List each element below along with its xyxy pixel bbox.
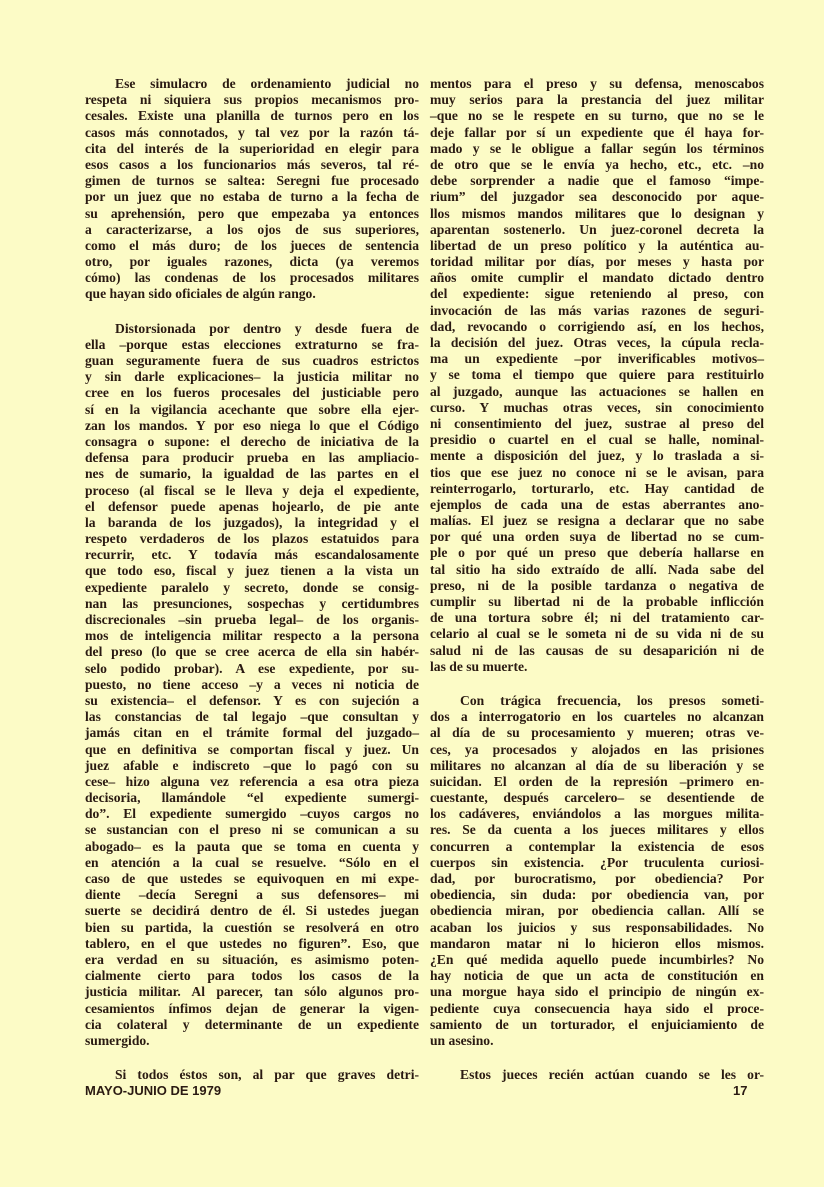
text-line: justicia militar. Al parecer, tan sólo algunos pro- — [85, 984, 419, 1000]
text-line: ejemplos de cada una de estas aberrantes ano- — [430, 496, 764, 512]
paragraph — [85, 321, 419, 1049]
text-column-left — [85, 76, 419, 1101]
text-line: la decisión del juez. Otras veces, la cúpula recla- — [430, 335, 764, 350]
text-line: cuerpos sin existencia. ¿Por truculenta curiosi- — [430, 854, 764, 870]
text-line: que todo eso, fiscal y juez tienen a la vista un — [85, 563, 419, 579]
text-line: guan seguramente fuera de sus cuadros estrictos — [85, 353, 419, 368]
text-line: su existencia– el defensor. Y es con sujeción a — [85, 692, 419, 708]
text-line: cia colateral y determinante de un expediente — [85, 1016, 419, 1032]
text-line: samiento de un torturador, el enjuiciamiento de — [430, 1016, 764, 1032]
text-line: caso de que ustedes se equivoquen en mi expe- — [85, 871, 419, 886]
text-line: casos más connotados, y tal vez por la razón tá- — [85, 124, 419, 140]
text-line: tios que ese juez no conoce ni se le avisan, para — [430, 464, 764, 480]
text-line: gimen de turnos se saltea: Seregni fue procesado — [85, 173, 419, 189]
text-line: defensa para producir prueba en las ampliacio- — [85, 450, 419, 466]
text-line: como el más duro; de los jueces de sentencia — [85, 237, 419, 253]
paragraph — [430, 693, 764, 1049]
text-line: suerte se decidirá dentro de él. Si ustedes juegan — [85, 903, 419, 919]
text-line: en atención a la cual se resuelve. “Sólo en el — [85, 854, 419, 870]
text-line: puesto, no tiene acceso –y a veces ni noticia de — [85, 676, 419, 692]
text-line: mos de inteligencia militar respecto a la persona — [85, 628, 419, 644]
text-line: mado y se le obligue a fallar según los términos — [430, 140, 764, 156]
text-line: que en definitiva se comportan fiscal y juez. Un — [85, 741, 419, 757]
text-line: dad, por burocratismo, por obediencia? Por — [430, 871, 764, 886]
text-line: cree en los fueros procesales del justiciable pero — [85, 385, 419, 401]
text-line: sí en la vigilancia acechante que sobre ella ejer- — [85, 401, 419, 417]
text-line: mandaron matar ni lo hicieron ellos mismos. — [430, 935, 764, 951]
text-line: otro, por iguales razones, dicta (ya veremos — [85, 254, 419, 270]
text-line: deje fallar por sí un expediente que él haya for- — [430, 124, 764, 140]
text-line: toridad militar por días, por meses y hasta por — [430, 254, 764, 270]
text-line: y sin darle explicaciones– la justicia militar no — [85, 369, 419, 385]
text-line: selo podido probar). A ese expediente, por su- — [85, 660, 419, 676]
text-line: zan los mandos. Y por eso niega lo que el Código — [85, 417, 419, 433]
text-line: consagra o supone: el derecho de iniciativa de la — [85, 433, 419, 449]
text-line: cese– hizo alguna vez referencia a esa otra pieza — [85, 773, 419, 789]
text-line: reinterrogarlo, torturarlo, etc. Hay cantidad de — [430, 480, 764, 496]
text-line: y se toma el tiempo que quiere para restituirlo — [430, 367, 764, 383]
text-line: respeta ni siquiera sus propios mecanismos pro- — [85, 92, 419, 108]
text-line: cialmente cierto para todos los casos de la — [85, 968, 419, 984]
text-line: discrecionales –sin prueba legal– de los organis- — [85, 612, 419, 627]
text-line: debe sorprender a nadie que el famoso “impe- — [430, 173, 764, 189]
text-line: de otro que se le envía ya hecho, etc., etc. –no — [430, 156, 764, 172]
text-line: ni consentimiento del juez, sustrae al preso del — [430, 415, 764, 431]
text-line: presidio o cuartel en el cual se halle, nominal- — [430, 432, 764, 448]
text-line: cómo) las condenas de los procesados militares — [85, 270, 419, 286]
text-line: obediencia, sin duda: por obediencia van, por — [430, 887, 764, 903]
text-line: años omite cumplir el mandato dictado dentro — [430, 270, 764, 286]
text-line: los cadáveres, enviándolos a las morgues milita- — [430, 806, 764, 822]
text-line: muy serios para la prestancia del juez militar — [430, 92, 764, 108]
text-line: que hayan sido oficiales de algún rango. — [85, 286, 316, 302]
text-line: obediencia miran, por obediencia callan. Allí se — [430, 903, 764, 919]
text-line: rium” del juzgador sea desconocido por aque- — [430, 189, 764, 205]
text-line: curso. Y muchas otras veces, sin conocimiento — [430, 399, 764, 415]
text-line: ella –porque estas elecciones extraturno se fra- — [85, 336, 419, 352]
text-line: –que no se le respete en su turno, que no se le — [430, 108, 764, 124]
text-line: ple o por qué un preso que debería hallarse en — [430, 545, 764, 561]
text-line: cesales. Existe una planilla de turnos pero en los — [85, 108, 419, 124]
text-line: militares no alcanzan al día de su liberación y se — [430, 757, 764, 773]
text-line: una morgue haya sido el principio de ningún ex- — [430, 984, 764, 1000]
text-line: el defensor puede apenas hojearlo, de pie ante — [85, 498, 419, 514]
text-column-right — [430, 76, 764, 1101]
issue-date: MAYO-JUNIO DE 1979 — [85, 1083, 222, 1098]
text-line: Estos jueces recién actúan cuando se les or- — [460, 1067, 764, 1083]
text-line: acaban los juicios y sus responsabilidades. No — [430, 919, 764, 935]
text-line: Distorsionada por dentro y desde fuera de — [115, 320, 419, 336]
text-line: invocación de las más varias razones de seguri- — [430, 302, 764, 318]
text-line: diente –decía Seregni a sus defensores– mi — [85, 887, 419, 903]
text-line: Ese simulacro de ordenamiento judicial no — [115, 76, 419, 91]
text-line: un asesino. — [430, 1032, 494, 1048]
text-line: suicidan. El orden de la represión –primero en- — [430, 773, 764, 789]
page-number: 17 — [733, 1083, 748, 1098]
text-line: pediente cuya consecuencia haya sido el proce- — [430, 1000, 764, 1016]
text-line: abogado– es la pauta que se toma en cuenta y — [85, 838, 419, 854]
text-line: dad, revocando o corrigiendo así, en los hechos, — [430, 318, 764, 334]
text-line: nes de sumario, la igualdad de las partes en el — [85, 466, 419, 482]
text-line: por qué una orden suya de libertad no se cum- — [430, 529, 764, 545]
text-line: res. Se da cuenta a los jueces militares y ellos — [430, 822, 764, 838]
text-line: al día de su procesamiento y mueren; otras ve- — [430, 725, 764, 741]
text-line: aparentan sostenerlo. Un juez-coronel decreta la — [430, 221, 764, 237]
text-line: cuestante, después carcelero– se desentiende de — [430, 790, 764, 806]
text-line: malías. El juez se resigna a declarar que no sabe — [430, 513, 764, 529]
text-line: ma un expediente –por inverificables motivos– — [430, 351, 764, 367]
text-line: jamás citan en el trámite formal del juzgado– — [85, 725, 419, 741]
text-line: llos mismos mandos militares que lo designan y — [430, 205, 764, 221]
text-line: esos casos a los funcionarios más severos, tal ré- — [85, 156, 419, 172]
text-line: por un juez que no estaba de turno a la fecha de — [85, 189, 419, 205]
text-line: mentos para el preso y su defensa, menoscabos — [430, 76, 764, 91]
text-line: celario al cual se le someta ni de su vida ni de su — [430, 626, 764, 642]
text-line: su aprehensión, pero que empezaba ya entonces — [85, 205, 419, 221]
paragraph — [430, 76, 764, 675]
text-line: sumergido. — [85, 1032, 150, 1048]
text-line: expediente paralelo y secreto, donde se consig- — [85, 579, 419, 595]
text-line: juez afable e indiscreto –que lo pagó con su — [85, 757, 419, 773]
text-line: bien su partida, la cuestión se resolverá en otro — [85, 919, 419, 935]
text-line: cumplir su libertad ni de la probable inflicción — [430, 594, 764, 609]
text-line: Con trágica frecuencia, los presos someti- — [460, 692, 764, 708]
text-line: tablero, en el que ustedes no figuren”. Eso, que — [85, 935, 419, 951]
text-line: de una tortura sobre él; ni del tratamiento car- — [430, 610, 764, 626]
text-line: preso, ni de la posible tardanza o negativa de — [430, 577, 764, 593]
text-line: Si todos éstos son, al par que graves detri- — [115, 1067, 419, 1083]
text-line: cesamientos ínfimos dejan de generar la vigen- — [85, 1000, 419, 1016]
text-line: hay noticia de que un acta de constitución en — [430, 968, 764, 984]
text-line: la baranda de los juzgados), la integridad y el — [85, 514, 419, 530]
text-line: las constancias de tal legajo –que consultan y — [85, 709, 419, 725]
text-line: ces, ya procesados y alojados en las prisiones — [430, 741, 764, 757]
text-line: tal sitio ha sido extraído de allí. Nada sabe del — [430, 561, 764, 577]
text-line: a caracterizarse, a los ojos de sus superiores, — [85, 221, 419, 237]
text-line: del expediente: sigue reteniendo al preso, con — [430, 286, 764, 302]
text-line: se sustancian con el preso ni se comunican a su — [85, 822, 419, 838]
text-line: las de su muerte. — [430, 658, 528, 674]
text-line: ¿En qué medida aquello puede incumbirles? No — [430, 951, 764, 967]
text-line: libertad de un preso político y la auténtica au- — [430, 237, 764, 253]
paragraph — [85, 1067, 419, 1083]
text-line: respeto verdaderos de los plazos estatuidos para — [85, 531, 419, 547]
text-line: do”. El expediente sumergido –cuyos cargos no — [85, 806, 419, 822]
paragraph — [430, 1067, 764, 1083]
text-line: recurrir, etc. Y todavía más escandalosamente — [85, 547, 419, 563]
text-line: proceso (al fiscal se le lleva y deja el expediente, — [85, 482, 419, 498]
text-line: concurren a contemplar la existencia de esos — [430, 838, 764, 854]
paragraph — [85, 76, 419, 303]
text-line: cita del interés de la superioridad en elegir para — [85, 140, 419, 156]
text-line: al juzgado, aunque las actuaciones se hallen en — [430, 383, 764, 399]
text-line: decisoria, llamándole “el expediente sumergi- — [85, 790, 419, 806]
text-line: mente a disposición del juez, y lo traslada a si- — [430, 448, 764, 464]
text-line: dos a interrogatorio en los cuarteles no alcanzan — [430, 709, 764, 725]
text-line: nan las presunciones, sospechas y certidumbres — [85, 595, 419, 611]
text-line: salud ni de las causas de su desaparición ni de — [430, 642, 764, 658]
text-line: era verdad en su situación, es asimismo poten- — [85, 951, 419, 967]
text-line: del preso (lo que se cree acerca de ella sin habér- — [85, 644, 419, 660]
